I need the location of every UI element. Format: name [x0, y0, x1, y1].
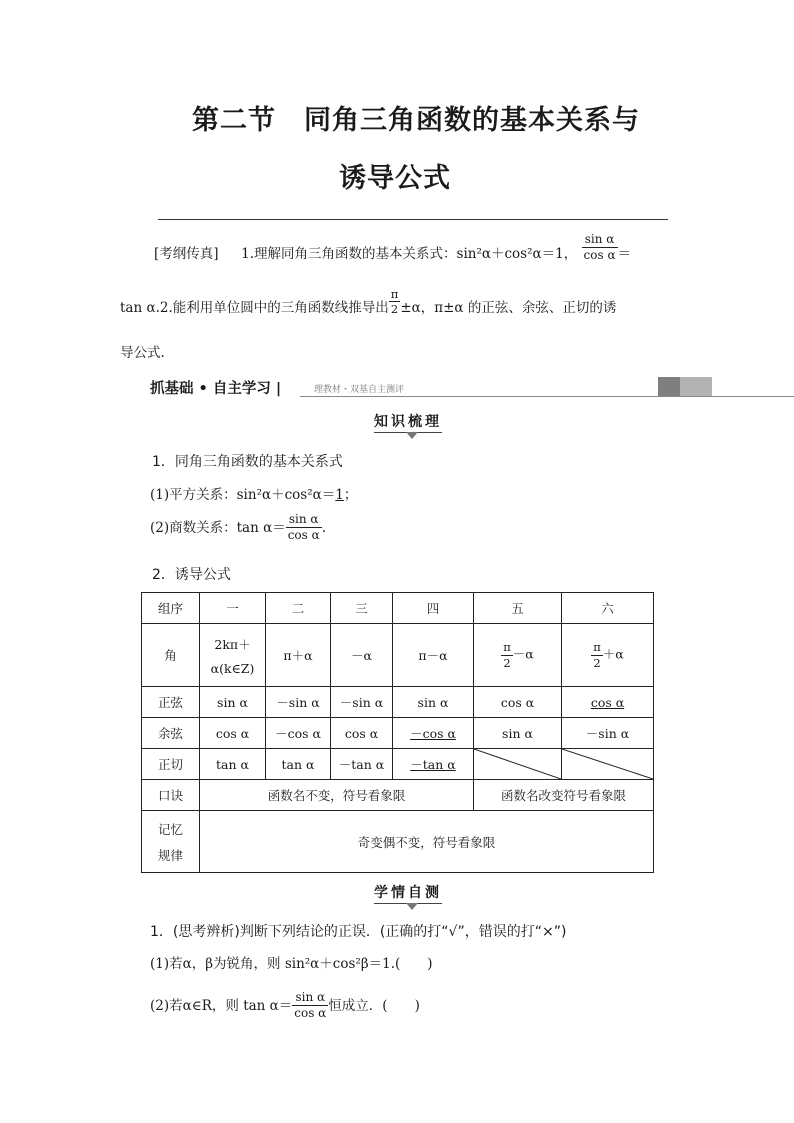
memory-rule: 奇变偶不变，符号看象限 [200, 811, 654, 873]
angle-group-2: π＋α [266, 624, 331, 687]
quiz-item-1: (1)若α，β为锐角，则 sin²α＋cos²β＝1.( ) [150, 956, 433, 972]
table-row-memory [142, 811, 654, 873]
table-cell: cos α [200, 718, 266, 749]
table-cell: cos α [474, 687, 562, 718]
table-header-cell: 六 [562, 593, 654, 624]
quiz-fraction: $\frac{\text{sin α}}{\text{cos α}}$ [294, 990, 327, 1020]
syllabus-tag: [考纲传真] [154, 246, 219, 262]
table-row-cosine [142, 718, 654, 749]
table-header-cell: 三 [331, 593, 393, 624]
angle-group-4: π－α [393, 624, 474, 687]
syllabus-text2: tan α.2.能利用单位圆中的三角函数线推导出 [120, 300, 389, 316]
row-label-tangent: 正切 [142, 749, 200, 780]
table-cell: －sin α [266, 687, 331, 718]
table-header-cell: 二 [266, 593, 331, 624]
empty-diagonal-cell [562, 749, 654, 780]
mnemonic-left: 函数名不变，符号看象限 [200, 780, 474, 811]
section-banner [150, 377, 712, 398]
table-row-header [142, 593, 654, 624]
table-cell: tan α [200, 749, 266, 780]
table-cell: sin α [393, 687, 474, 718]
table-cell: cos α [331, 718, 393, 749]
basics-heading-1: 1．同角三角函数的基本关系式 [152, 454, 343, 470]
heading-arrow-icon [406, 903, 418, 910]
table-cell: －sin α [562, 718, 654, 749]
table-cell: sin α [200, 687, 266, 718]
square-relation: (1)平方关系：sin²α＋cos²α＝1； [150, 487, 358, 503]
square-relation-answer: 1 [335, 487, 344, 503]
banner-title: 抓基础 • 自主学习 | [150, 381, 282, 397]
induction-formula-table [141, 592, 654, 873]
syllabus-text3: ±α，π±α 的正弦、余弦、正切的诱 [400, 300, 617, 316]
angle-group-1: 2kπ＋ α(k∈Z) [200, 624, 266, 687]
tan-fraction: $\frac{\text{sin α}}{\text{cos α}}$ [583, 232, 616, 262]
syllabus-line3: 导公式. [120, 345, 165, 361]
row-label-sine: 正弦 [142, 687, 200, 718]
syllabus-text1: 1.理解同角三角函数的基本关系式：sin²α＋cos²α＝1， [241, 246, 578, 262]
table-row-sine [142, 687, 654, 718]
equals-sign: ＝ [617, 246, 632, 262]
table-row-angle [142, 624, 654, 687]
table-cell: －tan α [331, 749, 393, 780]
table-row-tangent [142, 749, 654, 780]
angle-group-5: $\frac{\pi}{2}$ －α [474, 624, 562, 687]
table-header-cell: 五 [474, 593, 562, 624]
mnemonic-right: 函数名改变符号看象限 [474, 780, 654, 811]
basics-heading-2: 2．诱导公式 [152, 567, 231, 583]
table-row-mnemonic [142, 780, 654, 811]
page-title-line1: 第二节 同角三角函数的基本关系与 [192, 105, 640, 136]
table-header-cell: 四 [393, 593, 474, 624]
row-label-mnemonic: 口诀 [142, 780, 200, 811]
row-label-cosine: 余弦 [142, 718, 200, 749]
quotient-relation: (2)商数关系：tan α＝ $\frac{\text{sin α}}{\text{cos α}}$ . [150, 512, 327, 542]
quiz-item-2: (2)若α∈R，则 tan α＝ $\frac{\text{sin α}}{\text{cos α}}$ 恒成立．( ) [150, 990, 420, 1020]
table-cell-answer: －tan α [393, 749, 474, 780]
table-cell: －cos α [266, 718, 331, 749]
title-divider [158, 219, 668, 220]
banner-subtitle: 理教材・双基自主测评 [314, 385, 405, 395]
table-cell: tan α [266, 749, 331, 780]
empty-diagonal-cell [474, 749, 562, 780]
banner-block-light [680, 377, 712, 396]
section-heading-selftest: 学情自测 [374, 882, 442, 904]
section-heading-knowledge: 知识梳理 [374, 411, 442, 433]
quotient-fraction: $\frac{\text{sin α}}{\text{cos α}}$ [287, 512, 320, 542]
syllabus-line2 [120, 286, 617, 316]
quiz-question-1: 1．(思考辨析)判断下列结论的正误．(正确的打“√”，错误的打“×”) [150, 924, 567, 940]
table-cell: sin α [474, 718, 562, 749]
banner-block-dark [658, 377, 680, 396]
table-cell: －sin α [331, 687, 393, 718]
angle-group-3: －α [331, 624, 393, 687]
table-cell-answer: cos α [562, 687, 654, 718]
pi-half-fraction: $\frac{\pi}{2}$ [390, 286, 399, 316]
syllabus-line1 [154, 232, 632, 263]
row-label-angle: 角 [142, 624, 200, 687]
table-header-cell: 组序 [142, 593, 200, 624]
table-header-cell: 一 [200, 593, 266, 624]
angle-group-6: $\frac{\pi}{2}$ ＋α [562, 624, 654, 687]
table-cell-answer: －cos α [393, 718, 474, 749]
heading-arrow-icon [406, 432, 418, 439]
page-title-line2: 诱导公式 [339, 163, 451, 194]
row-label-memory: 记忆 规律 [142, 811, 200, 873]
banner-line [300, 396, 794, 397]
